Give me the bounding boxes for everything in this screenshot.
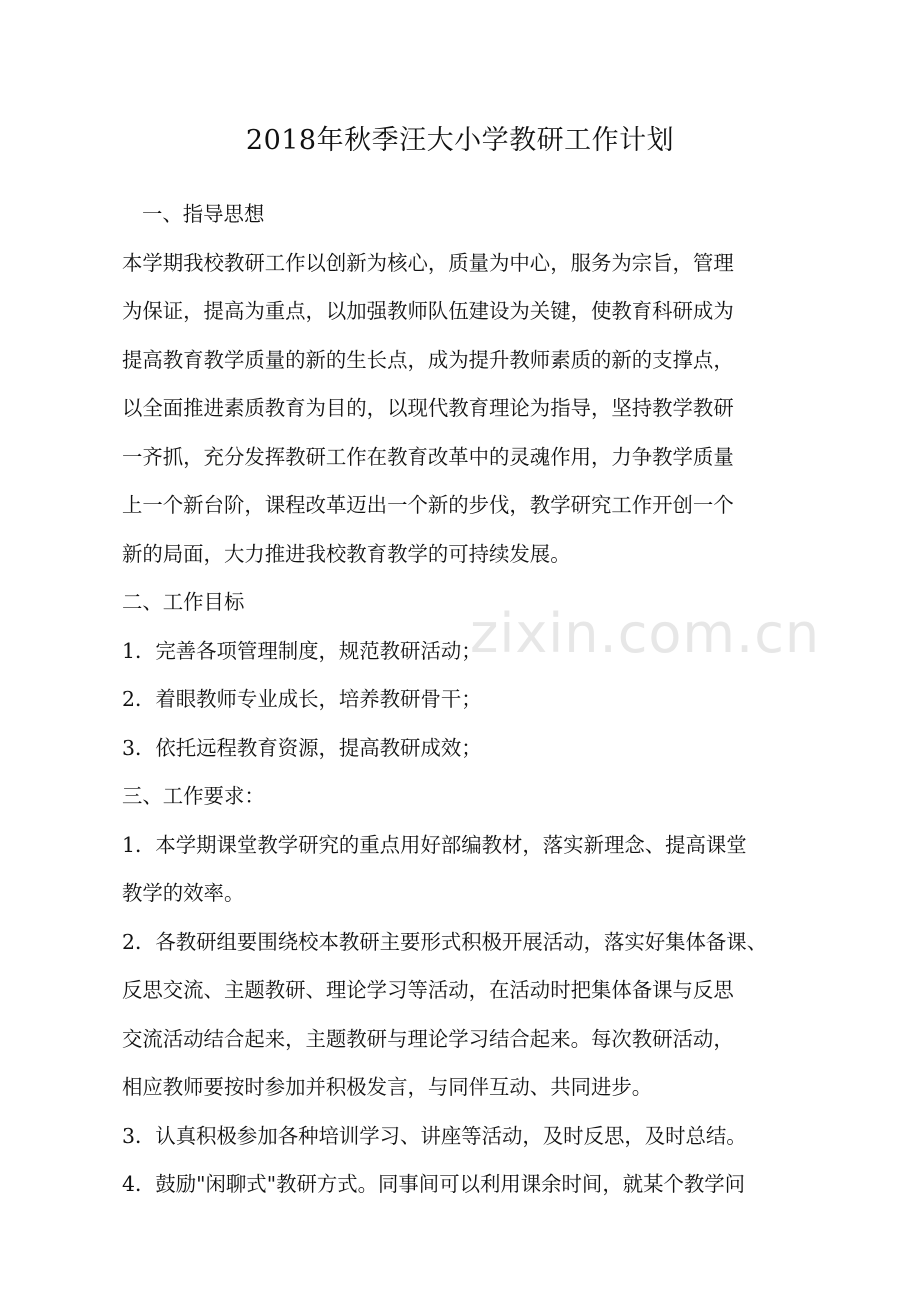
paragraph-line: 交流活动结合起来，主题教研与理论学习结合起来。每次教研活动，: [122, 1026, 734, 1051]
paragraph-line: 一齐抓，充分发挥教研工作在教育改革中的灵魂作用，力争教学质量: [122, 444, 734, 469]
paragraph-line: 本学期我校教研工作以创新为核心，质量为中心，服务为宗旨，管理: [122, 250, 734, 275]
list-item: 4．鼓励"闲聊式"教研方式。同事间可以利用课余时间，就某个教学问: [122, 1172, 746, 1196]
list-item: 3．依托远程教育资源，提高教研成效；: [122, 735, 482, 760]
paragraph-line: 为保证，提高为重点，以加强教师队伍建设为关键，使教育科研成为: [122, 299, 734, 323]
paragraph-line: 相应教师要按时参加并积极发言，与同伴互动、共同进步。: [122, 1075, 653, 1099]
paragraph-line: 以全面推进素质教育为目的，以现代教育理论为指导，坚持教学教研: [122, 396, 734, 420]
list-item: 1．本学期课堂教学研究的重点用好部编教材，落实新理念、提高课堂: [122, 832, 747, 857]
document-title: 2018年秋季汪大小学教研工作计划: [245, 125, 675, 156]
paragraph-line: 提高教育教学质量的新的生长点，成为提升教师素质的新的支撑点，: [122, 347, 734, 372]
watermark: zixin.com.cn: [470, 602, 821, 665]
list-item: 1．完善各项管理制度，规范教研活动；: [122, 638, 482, 663]
paragraph-line: 教学的效率。: [122, 881, 245, 905]
paragraph-line: 新的局面，大力推进我校教育教学的可持续发展。: [122, 541, 571, 566]
section-heading-work-requirements: 三、工作要求：: [122, 784, 265, 808]
paragraph-line: 上一个新台阶，课程改革迈出一个新的步伐，教学研究工作开创一个: [122, 493, 734, 517]
paragraph-line: 反思交流、主题教研、理论学习等活动，在活动时把集体备课与反思: [122, 978, 734, 1002]
document-body: [122, 190, 787, 1209]
list-item: 3．认真积极参加各种培训学习、讲座等活动，及时反思，及时总结。: [122, 1123, 747, 1148]
section-heading-guiding-thought: 一、指导思想: [142, 202, 265, 226]
section-heading-work-goals: 二、工作目标: [122, 590, 245, 614]
list-item: 2．着眼教师专业成长，培养教研骨干；: [122, 687, 482, 711]
list-item: 2．各教研组要围绕校本教研主要形式积极开展活动，落实好集体备课、: [122, 929, 768, 954]
